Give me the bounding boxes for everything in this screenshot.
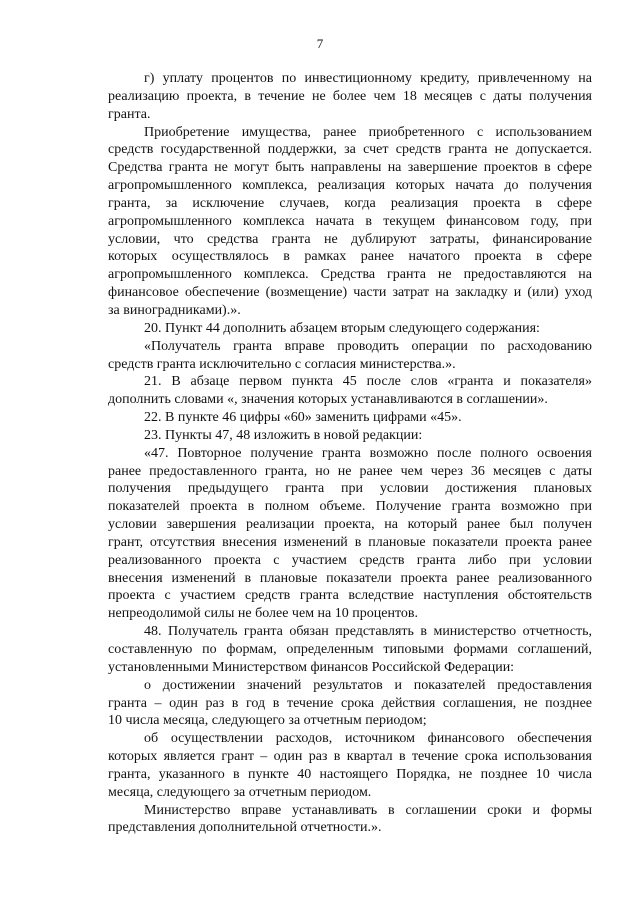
text-line: об осуществлении расходов, источником финансового обеспечения xyxy=(144,731,592,747)
page-number: 7 xyxy=(316,36,324,51)
paragraph xyxy=(108,427,592,445)
text-line: агропромышленного комплекса начата в текущем финансовом году, при xyxy=(108,213,592,229)
text-line: составленную по формам, определенным типовыми формами соглашений, xyxy=(108,642,592,657)
text-line: непреодолимой силы не более чем на 10 процентов. xyxy=(108,606,418,622)
text-line: условии завершения реализации проекта, на который ранее был получен xyxy=(108,517,592,533)
text-line: получения предыдущего гранта при условии достижения плановых xyxy=(108,481,592,497)
text-line: Средства гранта не могут быть направлены на завершение проектов в сфере xyxy=(108,160,592,176)
text-line: 48. Получатель гранта обязан представлять в министерство отчетность, xyxy=(144,624,592,640)
text-line: финансовое обеспечение (возмещение) части затрат на закладку и (или) уход xyxy=(108,285,592,301)
paragraph xyxy=(108,70,592,124)
text-line: Министерство вправе устанавливать в соглашении сроки и формы xyxy=(144,802,592,818)
text-line: дополнить словами «, значения которых устанавливаются в соглашении». xyxy=(108,392,548,408)
paragraph xyxy=(108,373,592,409)
text-line: за виноградниками).». xyxy=(108,302,241,318)
text-line: 22. В пункте 46 цифры «60» заменить цифрами «45». xyxy=(144,410,462,426)
paragraph xyxy=(108,802,592,838)
text-line: проекта с участием средств гранта вследствие наступления обстоятельств xyxy=(108,588,592,604)
text-line: которых осуществлялось в рамках ранее начатого проекта в сфере xyxy=(108,249,592,265)
text-line: которых является грант – один раз в квартал в течение срока использования xyxy=(108,749,592,765)
text-line: «47. Повторное получение гранта возможно после полного освоения xyxy=(144,445,592,461)
text-line: условии, что средства гранта не дублируют затраты, финансирование xyxy=(108,231,592,247)
text-line: месяца, следующего за отчетным периодом. xyxy=(108,784,372,800)
paragraph xyxy=(108,445,592,623)
text-line: 23. Пункты 47, 48 изложить в новой редакции: xyxy=(144,427,423,443)
text-line: 20. Пункт 44 дополнить абзацем вторым следующего содержания: xyxy=(144,320,540,336)
paragraph xyxy=(108,677,592,731)
text-line: агропромышленного комплекса, реализация которых начата до получения xyxy=(108,178,592,194)
text-line: ранее предоставленного гранта, но не ранее чем через 36 месяцев с даты xyxy=(108,463,592,479)
text-line: средств гранта исключительно с согласия министерства.». xyxy=(108,356,456,372)
text-line: представления дополнительной отчетности.». xyxy=(108,820,382,836)
text-line: о достижении значений результатов и показателей предоставления xyxy=(144,677,592,693)
paragraph xyxy=(108,338,592,374)
text-line: установленными Министерством финансов Российской Федерации: xyxy=(108,659,515,675)
text-line: внесения изменений в плановые показатели проекта ранее реализованного xyxy=(108,570,592,586)
text-line: агропромышленного комплекса. Средства гранта не предоставляются на xyxy=(108,267,592,283)
text-line: гранта – один раз в год в течение срока действия соглашения, не позднее xyxy=(108,695,592,711)
text-line: грант, отсутствия внесения изменений в плановые показатели проекта ранее xyxy=(108,534,592,550)
text-line: Приобретение имущества, ранее приобретенного с использованием xyxy=(144,124,592,140)
paragraph xyxy=(108,623,592,677)
document-body xyxy=(108,70,592,837)
text-line: 21. В абзаце первом пункта 45 после слов «гранта и показателя» xyxy=(144,374,592,390)
paragraph xyxy=(108,409,592,427)
text-line: гранта, указанного в пункте 40 настоящего Порядка, не позднее 10 числа xyxy=(108,766,592,782)
text-line: гранта, за исключение случаев, когда реализация проекта в сфере xyxy=(108,195,592,211)
paragraph xyxy=(108,320,592,338)
text-line: средств государственной поддержки, за счет средств гранта не допускается. xyxy=(108,142,592,158)
text-line: показателей проекта в полном объеме. Получение гранта возможно при xyxy=(108,499,592,515)
text-line: реализованного проекта с участием средств гранта либо при условии xyxy=(108,552,592,568)
text-line: г) уплату процентов по инвестиционному кредиту, привлеченному на xyxy=(144,71,592,86)
paragraph xyxy=(108,730,592,801)
text-line: гранта. xyxy=(108,106,151,122)
text-line: «Получатель гранта вправе проводить операции по расходованию xyxy=(144,338,592,354)
text-line: реализацию проекта, в течение не более чем 18 месяцев с даты получения xyxy=(108,88,592,104)
paragraph xyxy=(108,124,592,320)
text-line: 10 числа месяца, следующего за отчетным периодом; xyxy=(108,713,427,729)
